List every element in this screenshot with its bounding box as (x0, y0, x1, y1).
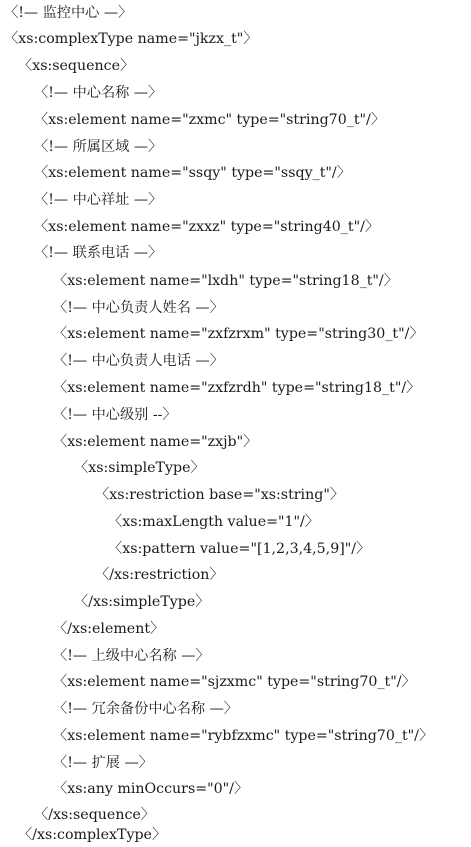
code-line: 〈xs:complexType name="jkzx_t"〉 (4, 31, 258, 47)
code-line: 〈xs:element name="ssqy" type="ssqy_t"/〉 (34, 165, 351, 181)
code-line: 〈/xs:simpleType〉 (74, 594, 210, 610)
code-line: 〈xs:restriction base="xs:string"〉 (95, 487, 345, 503)
code-line: 〈/xs:restriction〉 (95, 567, 224, 583)
code-line: 〈!— 中心级别 --〉 (53, 407, 177, 423)
code-line: 〈!— 扩展 —〉 (53, 755, 153, 771)
code-line: 〈!— 监控中心 —〉 (4, 5, 133, 21)
code-line: 〈/xs:complexType〉 (18, 827, 167, 843)
code-line: 〈xs:element name="zxxz" type="string40_t"/〉 (34, 219, 380, 235)
code-line: 〈!— 所属区域 —〉 (34, 139, 163, 155)
code-line: 〈!— 中心负责人电话 —〉 (53, 353, 224, 369)
code-line: 〈!— 冗余备份中心名称 —〉 (53, 701, 238, 717)
code-line: 〈/xs:sequence〉 (34, 807, 155, 823)
code-line: 〈!— 联系电话 —〉 (34, 245, 163, 261)
code-line: 〈xs:element name="zxfzrxm" type="string30_t"/〉 (53, 326, 424, 342)
code-line: 〈xs:simpleType〉 (74, 460, 205, 476)
code-line: 〈xs:any minOccurs="0"/〉 (53, 781, 249, 797)
code-line: 〈xs:element name="rybfzxmc" type="string70_t"/〉 (53, 728, 434, 744)
code-line: 〈!— 上级中心名称 —〉 (53, 648, 210, 664)
code-line: 〈/xs:element〉 (53, 621, 165, 637)
code-line: 〈xs:element name="zxjb"〉 (53, 434, 258, 450)
code-line: 〈!— 中心祥址 —〉 (34, 192, 163, 208)
code-line: 〈xs:pattern value="[1,2,3,4,5,9]"/〉 (108, 541, 371, 557)
code-line: 〈!— 中心名称 —〉 (34, 85, 163, 101)
code-line: 〈xs:element name="zxmc" type="string70_t"/〉 (34, 112, 386, 128)
code-line: 〈xs:element name="zxfzrdh" type="string18_t"/〉 (53, 380, 421, 396)
code-line: 〈xs:element name="lxdh" type="string18_t"/〉 (53, 273, 398, 289)
code-line: 〈xs:sequence〉 (18, 58, 135, 74)
code-line: 〈!— 中心负责人姓名 —〉 (53, 300, 224, 316)
code-line: 〈xs:maxLength value="1"/〉 (108, 514, 320, 530)
code-line: 〈xs:element name="sjzxmc" type="string70_t"/〉 (53, 674, 416, 690)
